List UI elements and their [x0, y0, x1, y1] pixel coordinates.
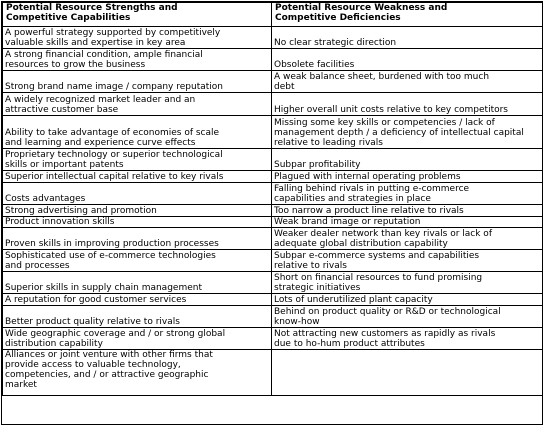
- strength-text: Ability to take advantage of economies of scale and learning and experience curve effects: [5, 128, 220, 148]
- table-row: [3, 205, 543, 217]
- strength-text: A powerful strategy supported by competitively valuable skills and expertise in key area: [5, 28, 221, 48]
- table-row: [3, 328, 543, 350]
- weakness-cell: [272, 306, 543, 328]
- weakness-cell: [272, 217, 543, 228]
- weakness-cell: [272, 71, 543, 93]
- weakness-text: Subpar profitability: [274, 160, 361, 170]
- weakness-text: Behind on product quality or R&D or technological know-how: [274, 307, 501, 327]
- table-header-row: [3, 3, 543, 27]
- weakness-cell: [272, 250, 543, 272]
- weakness-text: Short on financial resources to fund promising strategic initiatives: [274, 273, 483, 293]
- strength-cell: [3, 205, 272, 217]
- weakness-cell: [272, 171, 543, 183]
- strength-cell: [3, 27, 272, 49]
- table-row: [3, 71, 543, 93]
- weakness-cell: [272, 49, 543, 71]
- weakness-text: Obsolete facilities: [274, 60, 355, 70]
- weakness-cell: [272, 228, 543, 250]
- table-row: [3, 294, 543, 306]
- strength-cell: [3, 328, 272, 350]
- strength-text: A strong financial condition, ample financial resources to grow the business: [5, 50, 203, 70]
- weakness-text: Not attracting new customers as rapidly as rivals due to ho-hum product attributes: [274, 329, 496, 349]
- resource-strengths-weaknesses-table: [2, 2, 543, 396]
- table-row: [3, 306, 543, 328]
- weakness-cell: [272, 294, 543, 306]
- weakness-text: Lots of underutilized plant capacity: [274, 295, 433, 305]
- strength-cell: [3, 93, 272, 116]
- strength-cell: [3, 306, 272, 328]
- table-row: [3, 183, 543, 205]
- swot-table-container: [1, 1, 543, 425]
- strength-text: A widely recognized market leader and an attractive customer base: [5, 95, 196, 115]
- strength-cell: [3, 149, 272, 171]
- weakness-cell: [272, 27, 543, 49]
- table-row: [3, 93, 543, 116]
- strength-text: Sophisticated use of e-commerce technologies and processes: [5, 251, 216, 271]
- table-row: [3, 272, 543, 294]
- header-strengths: Potential Resource Strengths and Competitive Capabilities: [3, 3, 272, 27]
- table-row: [3, 49, 543, 71]
- weakness-cell: [272, 149, 543, 171]
- strength-text: A reputation for good customer services: [5, 295, 187, 305]
- table-body: [3, 27, 543, 396]
- strength-cell: [3, 250, 272, 272]
- strength-cell: [3, 49, 272, 71]
- table-row: [3, 116, 543, 149]
- weakness-text: Weak brand image or reputation: [274, 217, 421, 227]
- strength-text: Strong advertising and promotion: [5, 206, 157, 216]
- strength-cell: [3, 272, 272, 294]
- strength-text: Superior intellectual capital relative to key rivals: [5, 172, 224, 182]
- strength-text: Costs advantages: [5, 194, 86, 204]
- weakness-cell: [272, 183, 543, 205]
- weakness-text: Plagued with internal operating problems: [274, 172, 461, 182]
- weakness-text: A weak balance sheet, burdened with too much debt: [274, 72, 490, 92]
- weakness-text: Missing some key skills or competencies / lack of management depth / a deficiency of intellectual capital relative to leading rivals: [274, 118, 524, 148]
- weakness-cell: [272, 205, 543, 217]
- weakness-cell: [272, 93, 543, 116]
- table-row: [3, 217, 543, 228]
- strength-cell: [3, 171, 272, 183]
- strength-text: Proprietary technology or superior technological skills or important patents: [5, 150, 223, 170]
- table-row: [3, 250, 543, 272]
- strength-text: Proven skills in improving production processes: [5, 239, 219, 249]
- weakness-text: No clear strategic direction: [274, 38, 397, 48]
- strength-text: Superior skills in supply chain management: [5, 283, 202, 293]
- weakness-text: Falling behind rivals in putting e-commerce capabilities and strategies in place: [274, 184, 470, 204]
- table-row: [3, 350, 543, 396]
- strength-text: Wide geographic coverage and / or strong global distribution capability: [5, 329, 226, 349]
- strength-cell: [3, 350, 272, 396]
- weakness-text: Weaker dealer network than key rivals or lack of adequate global distribution capability: [274, 229, 492, 249]
- strength-cell: [3, 183, 272, 205]
- table-row: [3, 228, 543, 250]
- strength-cell: [3, 116, 272, 149]
- weakness-text: Too narrow a product line relative to rivals: [274, 206, 464, 216]
- strength-text: Alliances or joint venture with other firms that provide access to valuable technology, competencies, and / or attractive geographic market: [5, 350, 213, 390]
- weakness-text: Higher overall unit costs relative to key competitors: [274, 105, 508, 115]
- strength-text: Strong brand name image / company reputation: [5, 82, 223, 92]
- strength-cell: [3, 217, 272, 228]
- weakness-cell: [272, 116, 543, 149]
- weakness-text: Subpar e-commerce systems and capabilities relative to rivals: [274, 251, 480, 271]
- strength-text: Better product quality relative to rivals: [5, 317, 180, 327]
- strength-cell: [3, 71, 272, 93]
- weakness-cell: [272, 272, 543, 294]
- table-row: [3, 27, 543, 49]
- strength-cell: [3, 294, 272, 306]
- weakness-cell: [272, 350, 543, 396]
- table-row: [3, 149, 543, 171]
- strength-text: Product innovation skills: [5, 217, 115, 227]
- table-row: [3, 171, 543, 183]
- strength-cell: [3, 228, 272, 250]
- weakness-cell: [272, 328, 543, 350]
- header-weaknesses: Potential Resource Weakness and Competitive Deficiencies: [272, 3, 543, 27]
